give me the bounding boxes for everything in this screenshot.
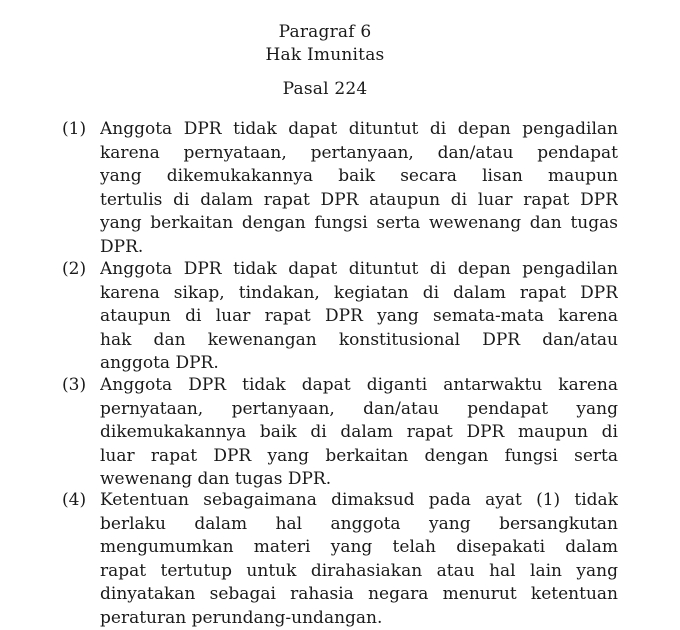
ayat-2-number: (2) [62,258,86,282]
ayat-4-line-6: peraturan perundang-undangan. [100,607,618,630]
ayat-2-line-2: karena sikap, tindakan, kegiatan di dalam rapat DPR [100,282,618,306]
ayat-1-line-6: DPR. [100,236,618,260]
ayat-3-line-5: wewenang dan tugas DPR. [100,468,618,492]
ayat-3-line-3: dikemukakannya baik di dalam rapat DPR maupun di [100,421,618,445]
article-number-heading: Pasal 224 [0,79,650,99]
ayat-1-line-2: karena pernyataan, pertanyaan, dan/atau pendapat [100,142,618,166]
ayat-3-line-4: luar rapat DPR yang berkaitan dengan fungsi serta [100,445,618,469]
ayat-1-number: (1) [62,118,86,142]
ayat-1-line-3: yang dikemukakannya baik secara lisan maupun [100,165,618,189]
ayat-3-number: (3) [62,374,86,398]
ayat-2-line-1: Anggota DPR tidak dapat dituntut di depan pengadilan [100,258,618,282]
ayat-2-line-4: hak dan kewenangan konstitusional DPR dan/atau [100,329,618,353]
ayat-4-line-5: dinyatakan sebagai rahasia negara menurut ketentuan [100,583,618,607]
section-paragraf-heading: Paragraf 6 [0,22,650,42]
ayat-4-line-1: Ketentuan sebagaimana dimaksud pada ayat (1) tidak [100,489,618,513]
ayat-1-line-5: yang berkaitan dengan fungsi serta wewenang dan tugas [100,212,618,236]
ayat-4-line-3: mengumumkan materi yang telah disepakati dalam [100,536,618,560]
ayat-3-line-1: Anggota DPR tidak dapat diganti antarwaktu karena [100,374,618,398]
ayat-4-line-2: berlaku dalam hal anggota yang bersangkutan [100,513,618,537]
ayat-1-line-4: tertulis di dalam rapat DPR ataupun di luar rapat DPR [100,189,618,213]
ayat-2-line-5: anggota DPR. [100,352,618,376]
ayat-4-line-4: rapat tertutup untuk dirahasiakan atau hal lain yang [100,560,618,584]
ayat-4-number: (4) [62,489,86,513]
section-title-heading: Hak Imunitas [0,45,650,65]
ayat-2-line-3: ataupun di luar rapat DPR yang semata-mata karena [100,305,618,329]
ayat-1-line-1: Anggota DPR tidak dapat dituntut di depan pengadilan [100,118,618,142]
ayat-3-line-2: pernyataan, pertanyaan, dan/atau pendapat yang [100,398,618,422]
